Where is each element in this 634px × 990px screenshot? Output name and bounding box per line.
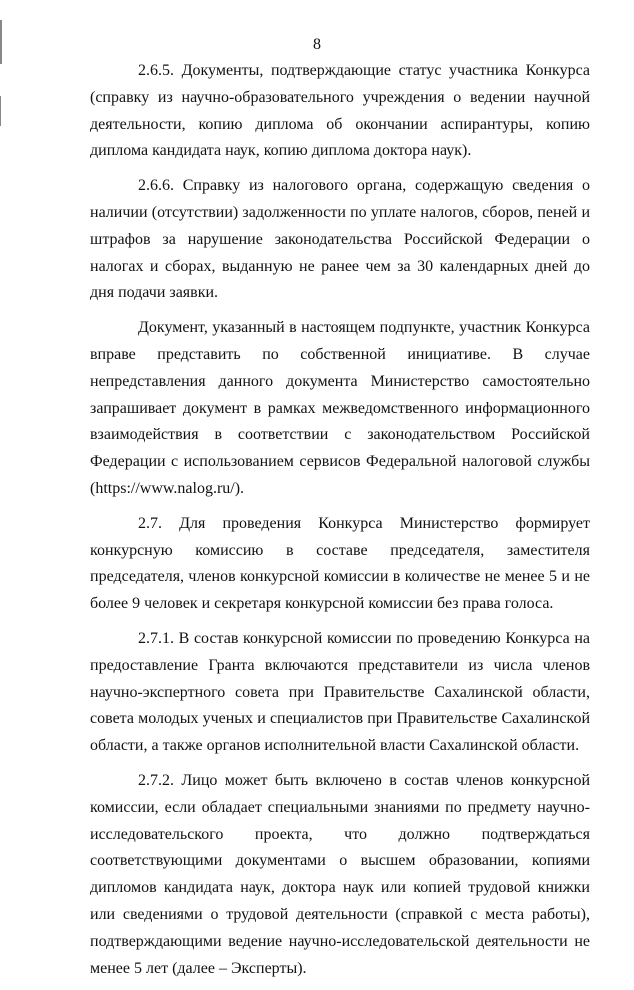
page-number: 8 [313, 36, 321, 53]
document-body [90, 58, 590, 990]
paragraph-2-7: 2.7. Для проведения Конкурса Министерство формирует конкурсную комиссию в составе председателя, заместителя председателя, членов конкурсной комиссии в количестве не менее 5 и не более 9 человек и секретаря конкурсной комиссии без права голоса. [90, 514, 590, 613]
paragraph-2-6-5: 2.6.5. Документы, подтверждающие статус участника Конкурса (справку из научно-образовательного учреждения о ведении научной деятельности, копию диплома об окончании аспирантуры, копию диплома кандидата наук, копию диплома доктора наук). [90, 62, 590, 160]
left-margin-mark [0, 96, 1, 126]
paragraph-2-6-6: 2.6.6. Справку из налогового органа, содержащую сведения о наличии (отсутствии) задолженности по уплате налогов, сборов, пеней и штрафов за нарушение законодательства Российской Федерации о налогах и сборах, выданную не ранее чем за 30 календарных дней до дня подачи заявки. [90, 177, 590, 302]
paragraph-2-7-1: 2.7.1. В состав конкурсной комиссии по проведению Конкурса на предоставление Гранта включаются представители из числа членов научно-экспертного совета при Правительстве Сахалинской области, совета молодых ученых и специалистов при Правительстве Сахалинской области, а также органов исполнительной власти Сахалинской области. [90, 629, 590, 755]
paragraph-2-7-2: 2.7.2. Лицо может быть включено в состав членов конкурсной комиссии, если обладает специальными знаниями по предмету научно-исследовательского проекта, что должно подтверждаться соответствующими документами о высшем образовании, копиями дипломов кандидата наук, доктора наук или копией трудовой книжки или сведениями о трудовой деятельности (справкой с места работы), подтверждающими ведение научно-исследовательской деятельности не менее 5 лет (далее – Эксперты). [90, 771, 590, 977]
paragraph-document-note: Документ, указанный в настоящем подпункте, участник Конкурса вправе представить по собственной инициативе. В случае непредставления данного документа Министерство самостоятельно запрашивает документ в рамках межведомственного информационного взаимодействия в соответствии с законодательством Российской Федерации с использованием сервисов Федеральной налоговой службы (https://www.nalog.ru/). [90, 319, 590, 497]
